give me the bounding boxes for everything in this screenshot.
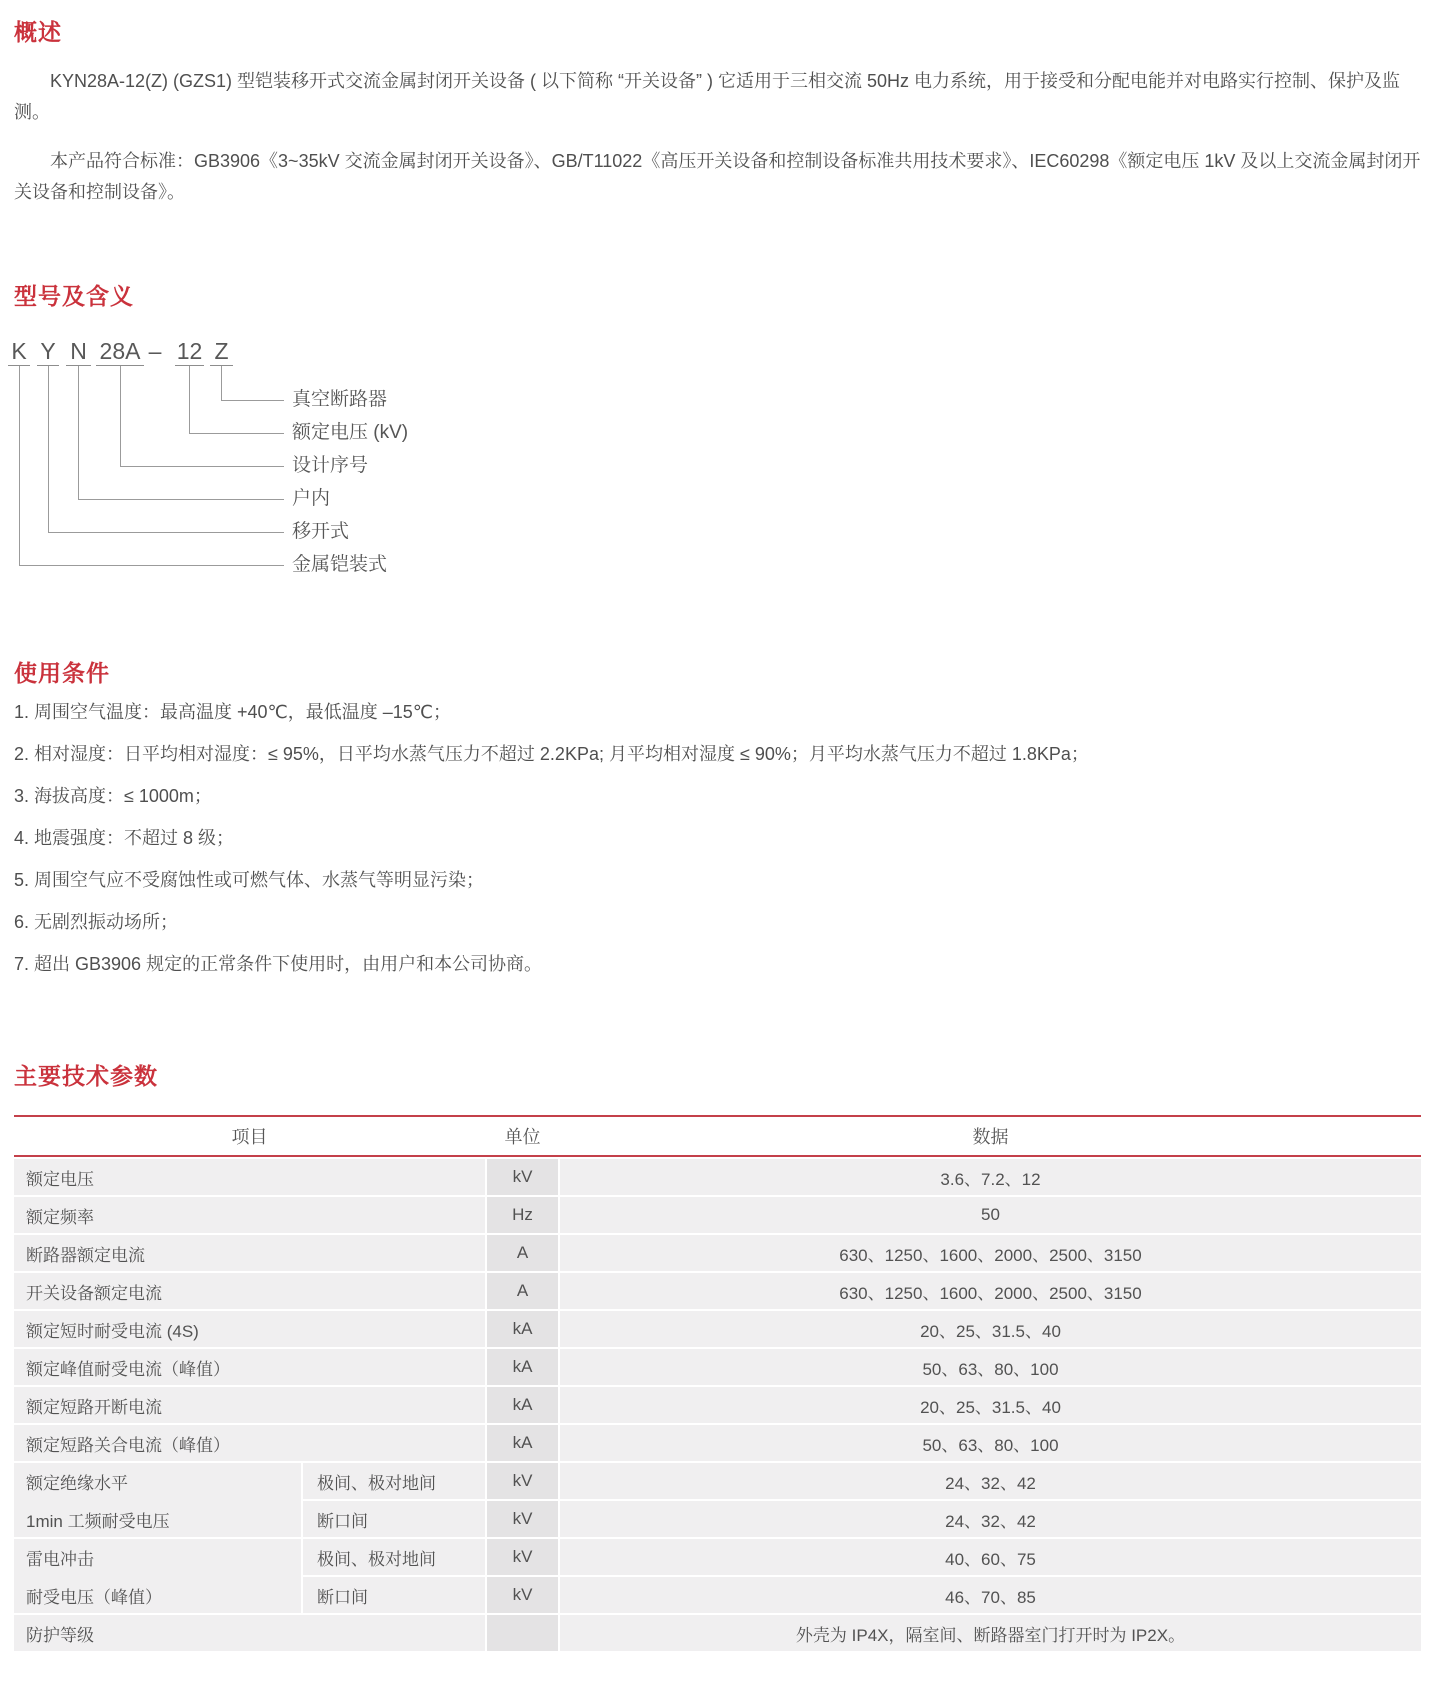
table-row [14,1311,1421,1347]
group-label-line-2: 耐受电压（峰值） [26,1587,162,1607]
row-item-label: 额定频率 [14,1197,485,1233]
overview-paragraph-1: KYN28A-12(Z) (GZS1) 型铠装移开式交流金属封闭开关设备 ( 以下简称 “开关设备” ) 它适用于三相交流 50Hz 电力系统，用于接受和分配电能并对电路实行控制、保护及监测。 [14,71,1401,122]
group-item-label [14,1539,301,1613]
row-item-label: 断路器额定电流 [14,1235,485,1271]
group-scope-label: 极间、极对地间 [303,1463,485,1499]
row-unit-value: kA [487,1349,558,1385]
group-data-value: 46、70、85 [560,1577,1421,1613]
group-scope-label: 断口间 [303,1501,485,1537]
model-label-indoor: 户内 [292,488,331,509]
conditions-list [14,700,1426,976]
model-label-design-serial: 设计序号 [292,455,369,476]
connector-line-k [19,366,284,566]
row-data-value: 50 [560,1197,1421,1233]
condition-item-5: 5. 周围空气应不受腐蚀性或可燃气体、水蒸气等明显污染； [14,870,485,890]
condition-item-6: 6. 无剧烈振动场所； [14,912,179,932]
model-code-letter-k: K [8,338,30,366]
condition-item-7: 7. 超出 GB3906 规定的正常条件下使用时，由用户和本公司协商。 [14,954,543,974]
group-unit-value: kV [487,1539,558,1575]
model-label-rated-voltage: 额定电压 (kV) [292,422,409,443]
group-data-value: 40、60、75 [560,1539,1421,1575]
table-header-data: 数据 [972,1127,1009,1147]
row-item-label: 开关设备额定电流 [14,1273,485,1309]
row-data-value: 20、25、31.5、40 [560,1387,1421,1423]
row-item-label: 额定电压 [14,1159,485,1195]
row-data-value: 50、63、80、100 [560,1425,1421,1461]
table-group-insulation-level [14,1463,1421,1537]
row-unit-value: Hz [487,1197,558,1233]
row-unit-value: kA [487,1387,558,1423]
overview-paragraph-2: 本产品符合标准：GB3906《3~35kV 交流金属封闭开关设备》、GB/T11022《高压开关设备和控制设备标准共用技术要求》、IEC60298《额定电压 1kV 及以上交流金属封闭开关设备和控制设备》。 [14,151,1421,202]
model-label-vacuum-breaker: 真空断路器 [292,389,388,410]
condition-item-3: 3. 海拔高度：≤ 1000m； [14,786,212,806]
group-label-line-1: 雷电冲击 [26,1549,94,1569]
parameters-title: 主要技术参数 [14,1063,158,1089]
row-data-value: 50、63、80、100 [560,1349,1421,1385]
row-unit-value: kA [487,1311,558,1347]
model-code-dash: – [148,338,162,364]
table-row [14,1425,1421,1461]
group-label-line-1: 额定绝缘水平 [26,1473,128,1493]
group-data-value: 24、32、42 [560,1463,1421,1499]
condition-item-2: 2. 相对湿度：日平均相对湿度：≤ 95%，日平均水蒸气压力不超过 2.2KPa; 月平均相对湿度 ≤ 90%；月平均水蒸气压力不超过 1.8KPa； [14,744,1089,764]
row-data-value: 3.6、7.2、12 [560,1159,1421,1195]
group-unit-value: kV [487,1463,558,1499]
overview-title: 概述 [14,19,62,45]
table-row [14,1235,1421,1271]
condition-item-1: 1. 周围空气温度：最高温度 +40℃，最低温度 –15℃； [14,702,452,722]
table-row [14,1159,1421,1195]
model-label-withdrawable: 移开式 [292,521,350,542]
row-data-value: 630、1250、1600、2000、2500、3150 [560,1235,1421,1271]
row-item-label: 防护等级 [14,1615,485,1651]
row-item-label: 额定短时耐受电流 (4S) [14,1311,485,1347]
table-group-lightning-impulse [14,1539,1421,1613]
group-unit-value: kV [487,1501,558,1537]
group-unit-value: kV [487,1577,558,1613]
model-code-letter-z: Z [210,338,233,366]
row-data-value: 630、1250、1600、2000、2500、3150 [560,1273,1421,1309]
parameters-table [14,1115,1421,1651]
condition-item-4: 4. 地震强度：不超过 8 级； [14,828,235,848]
model-code-letter-y: Y [37,338,59,366]
model-code-letter-n: N [66,338,91,366]
model-code-letter-28a: 28A [96,338,144,366]
conditions-title: 使用条件 [14,660,110,686]
table-row [14,1387,1421,1423]
table-row [14,1349,1421,1385]
row-unit-value: A [487,1235,558,1271]
row-item-label: 额定短路开断电流 [14,1387,485,1423]
group-scope-label: 断口间 [303,1577,485,1613]
row-unit-value [487,1615,558,1651]
model-code-letter-12: 12 [176,338,203,364]
row-data-value: 外壳为 IP4X，隔室间、断路器室门打开时为 IP2X。 [560,1615,1421,1651]
row-unit-value: kV [487,1159,558,1195]
row-item-label: 额定短路关合电流（峰值） [14,1425,485,1461]
row-data-value: 20、25、31.5、40 [560,1311,1421,1347]
group-label-line-2: 1min 工频耐受电压 [26,1511,170,1531]
model-label-metal-clad: 金属铠装式 [292,554,388,575]
table-header-item: 项目 [231,1127,268,1147]
group-item-label [14,1463,301,1537]
model-title: 型号及含义 [14,283,134,309]
table-row [14,1273,1421,1309]
group-data-value: 24、32、42 [560,1501,1421,1537]
row-unit-value: A [487,1273,558,1309]
row-item-label: 额定峰值耐受电流（峰值） [14,1349,485,1385]
table-row-protection-degree [14,1615,1421,1651]
table-row [14,1197,1421,1233]
group-scope-label: 极间、极对地间 [303,1539,485,1575]
table-header-row [14,1115,1421,1157]
row-unit-value: kA [487,1425,558,1461]
table-header-unit: 单位 [504,1127,541,1147]
